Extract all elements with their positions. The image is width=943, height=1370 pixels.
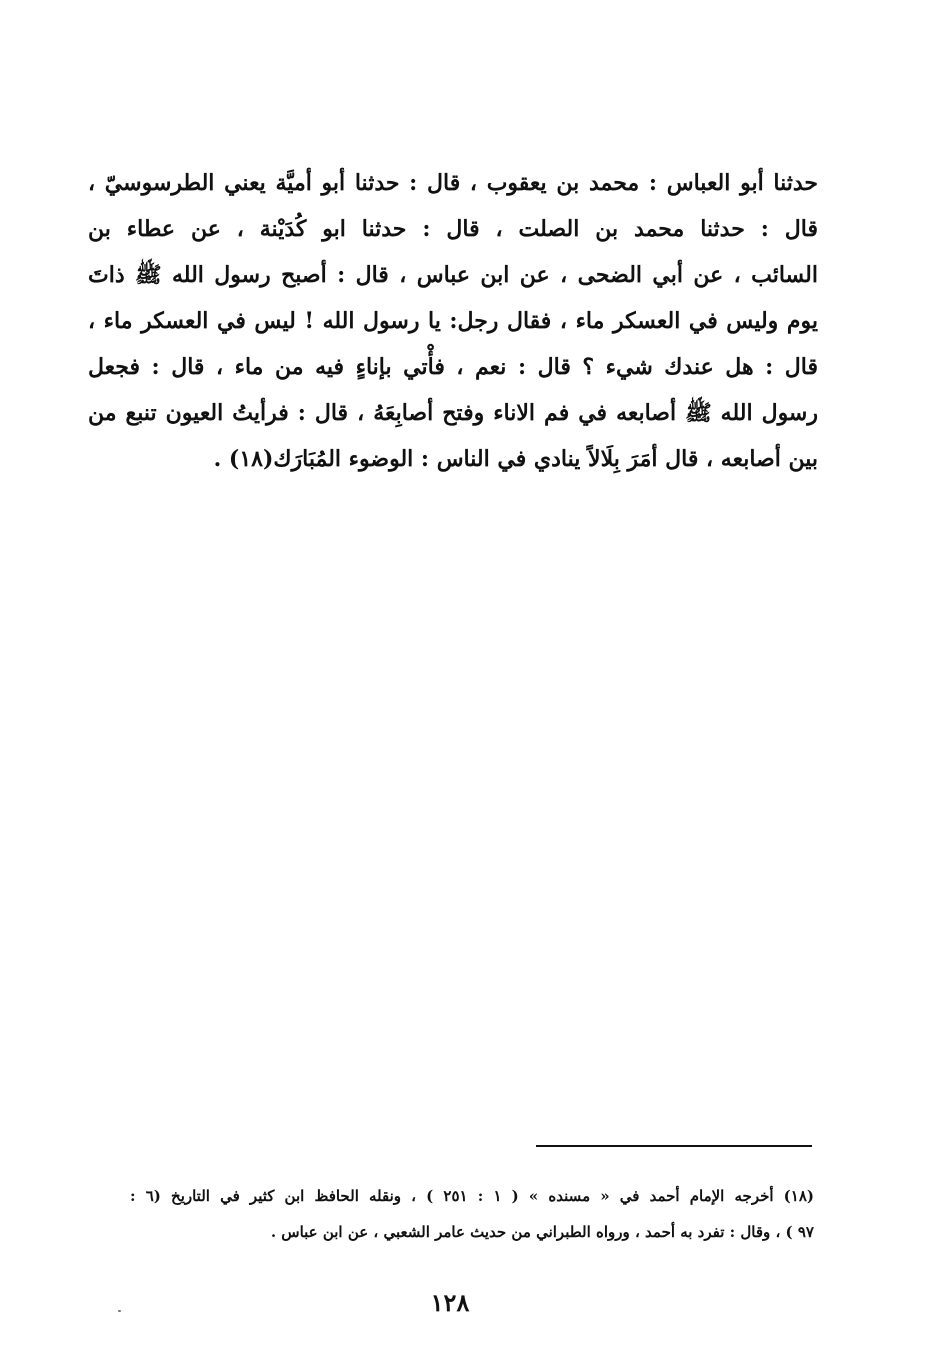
text-line: يوم وليس في العسكر ماء ، فقال رجل: يا رسول الله ! ليس في العسكر ماء ، xyxy=(88,308,818,334)
footnote-block xyxy=(130,1178,814,1250)
footnote-divider xyxy=(536,1145,812,1147)
text-line: بين أصابعه ، قال أمَرَ بِلَالاً ينادي في الناس : الوضوء المُبَارَك(١٨) . xyxy=(213,446,818,472)
text-line: قال : هل عندك شيء ؟ قال : نعم ، فأْتي بإناءٍ فيه من ماء ، قال : فجعل xyxy=(88,354,818,380)
text-line: السائب ، عن أبي الضحى ، عن ابن عباس ، قال : أصبح رسول الله ﷺ ذاتَ xyxy=(88,262,818,288)
scan-speck xyxy=(118,1310,121,1312)
footnote-line: ٩٧ ) ، وقال : تفرد به أحمد ، ورواه الطبراني من حديث عامر الشعبي ، عن ابن عباس . xyxy=(270,1223,814,1241)
text-line: قال : حدثنا محمد بن الصلت ، قال : حدثنا ابو كُدَيْنة ، عن عطاء بن xyxy=(88,216,818,242)
page-number: ١٢٨ xyxy=(430,1288,470,1317)
footnote-line: (١٨) أخرجه الإمام أحمد في « مسنده » ( ١ : ٢٥١ ) ، ونقله الحافظ ابن كثير في التاريخ (٦ : xyxy=(130,1187,815,1205)
hadith-text-block xyxy=(88,160,818,482)
text-line: رسول الله ﷺ أصابعه في فم الاناء وفتح أصابِعَهُ ، قال : فرأيتُ العيون تنبع من xyxy=(88,400,818,426)
text-line: حدثنا أبو العباس : محمد بن يعقوب ، قال : حدثنا أبو أميَّة يعني الطرسوسيّ ، xyxy=(88,170,818,196)
